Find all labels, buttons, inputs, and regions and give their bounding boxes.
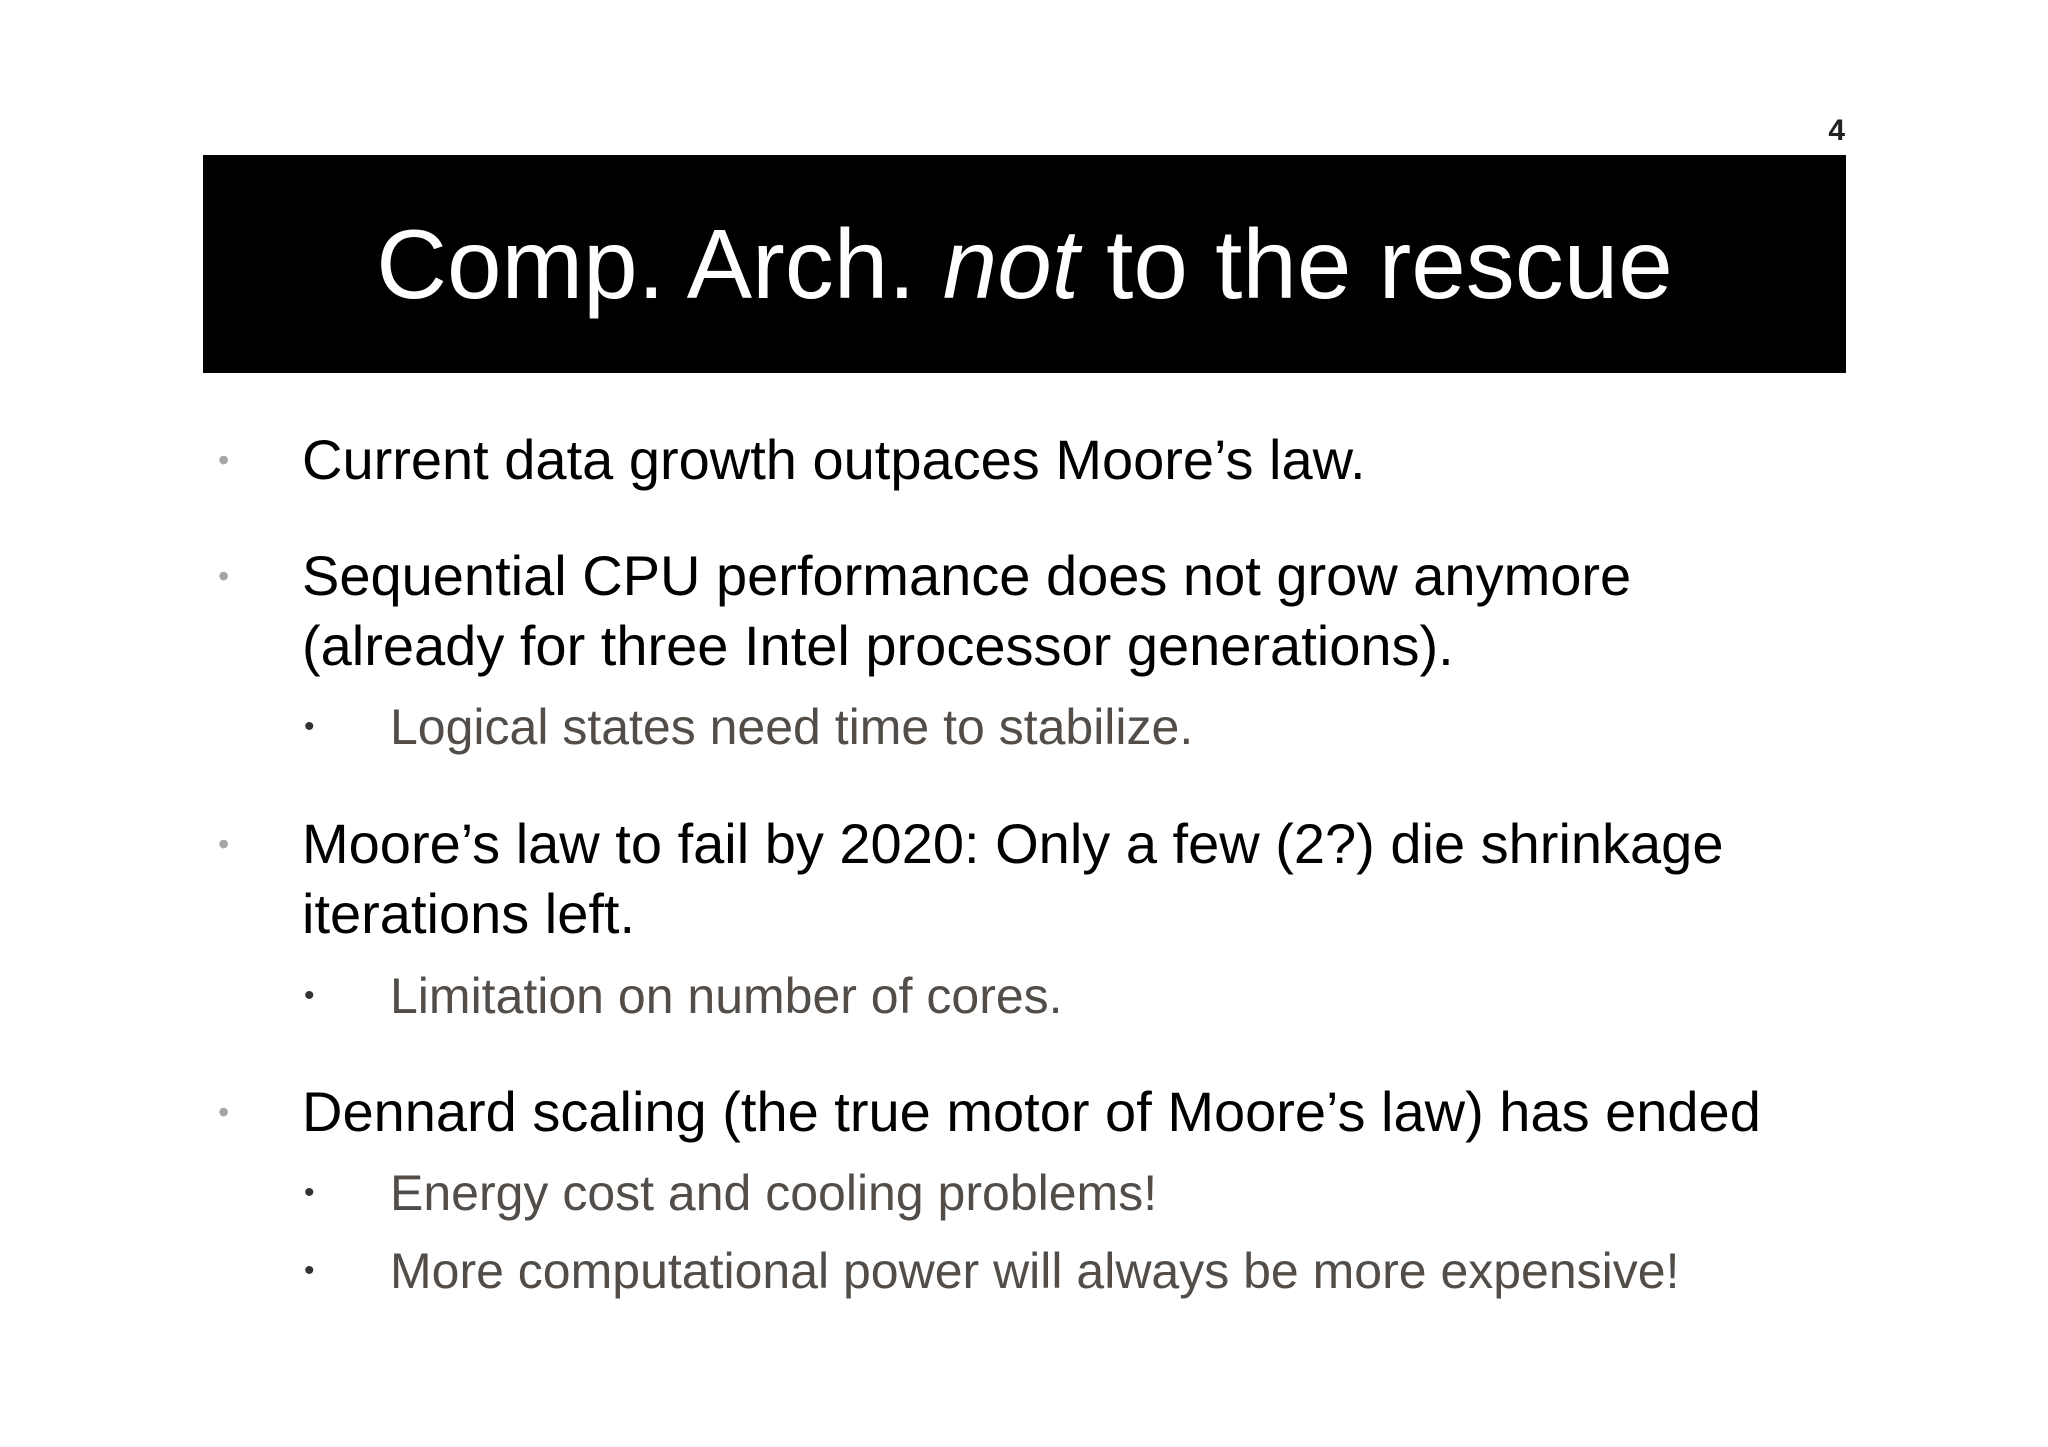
page-number: 4 [1828,114,1845,147]
bullet-text-line-2: iterations left. [302,882,636,945]
sub-bullet-text: Energy cost and cooling problems! [390,1165,1158,1221]
title-emphasis: not [942,209,1079,319]
bullet-dot: • [218,558,230,594]
title-part-after: to the rescue [1078,209,1673,319]
bullet-dot: • [218,826,230,862]
sub-bullet-dot: • [304,710,315,743]
bullet-dot: • [218,442,230,478]
bullet-text-line-2: (already for three Intel processor generations). [302,614,1454,677]
sub-bullet-text: More computational power will always be more expensive! [390,1243,1680,1299]
bullet-text-line-1: Sequential CPU performance does not grow anymore [302,544,1632,607]
sub-bullet-dot: • [304,1254,315,1287]
bullet-text-line-1: Moore’s law to fail by 2020: Only a few (2?) die shrinkage [302,812,1724,875]
title-part-before: Comp. Arch. [376,209,943,319]
sub-bullet-text: Logical states need time to stabilize. [390,699,1194,755]
bullet-text: Dennard scaling (the true motor of Moore’s law) has ended [302,1080,1761,1143]
sub-bullet-text: Limitation on number of cores. [390,968,1063,1024]
bullet-text: Current data growth outpaces Moore’s law. [302,428,1366,491]
sub-bullet-dot: • [304,1176,315,1209]
sub-bullet-dot: • [304,979,315,1012]
bullet-dot: • [218,1094,230,1130]
